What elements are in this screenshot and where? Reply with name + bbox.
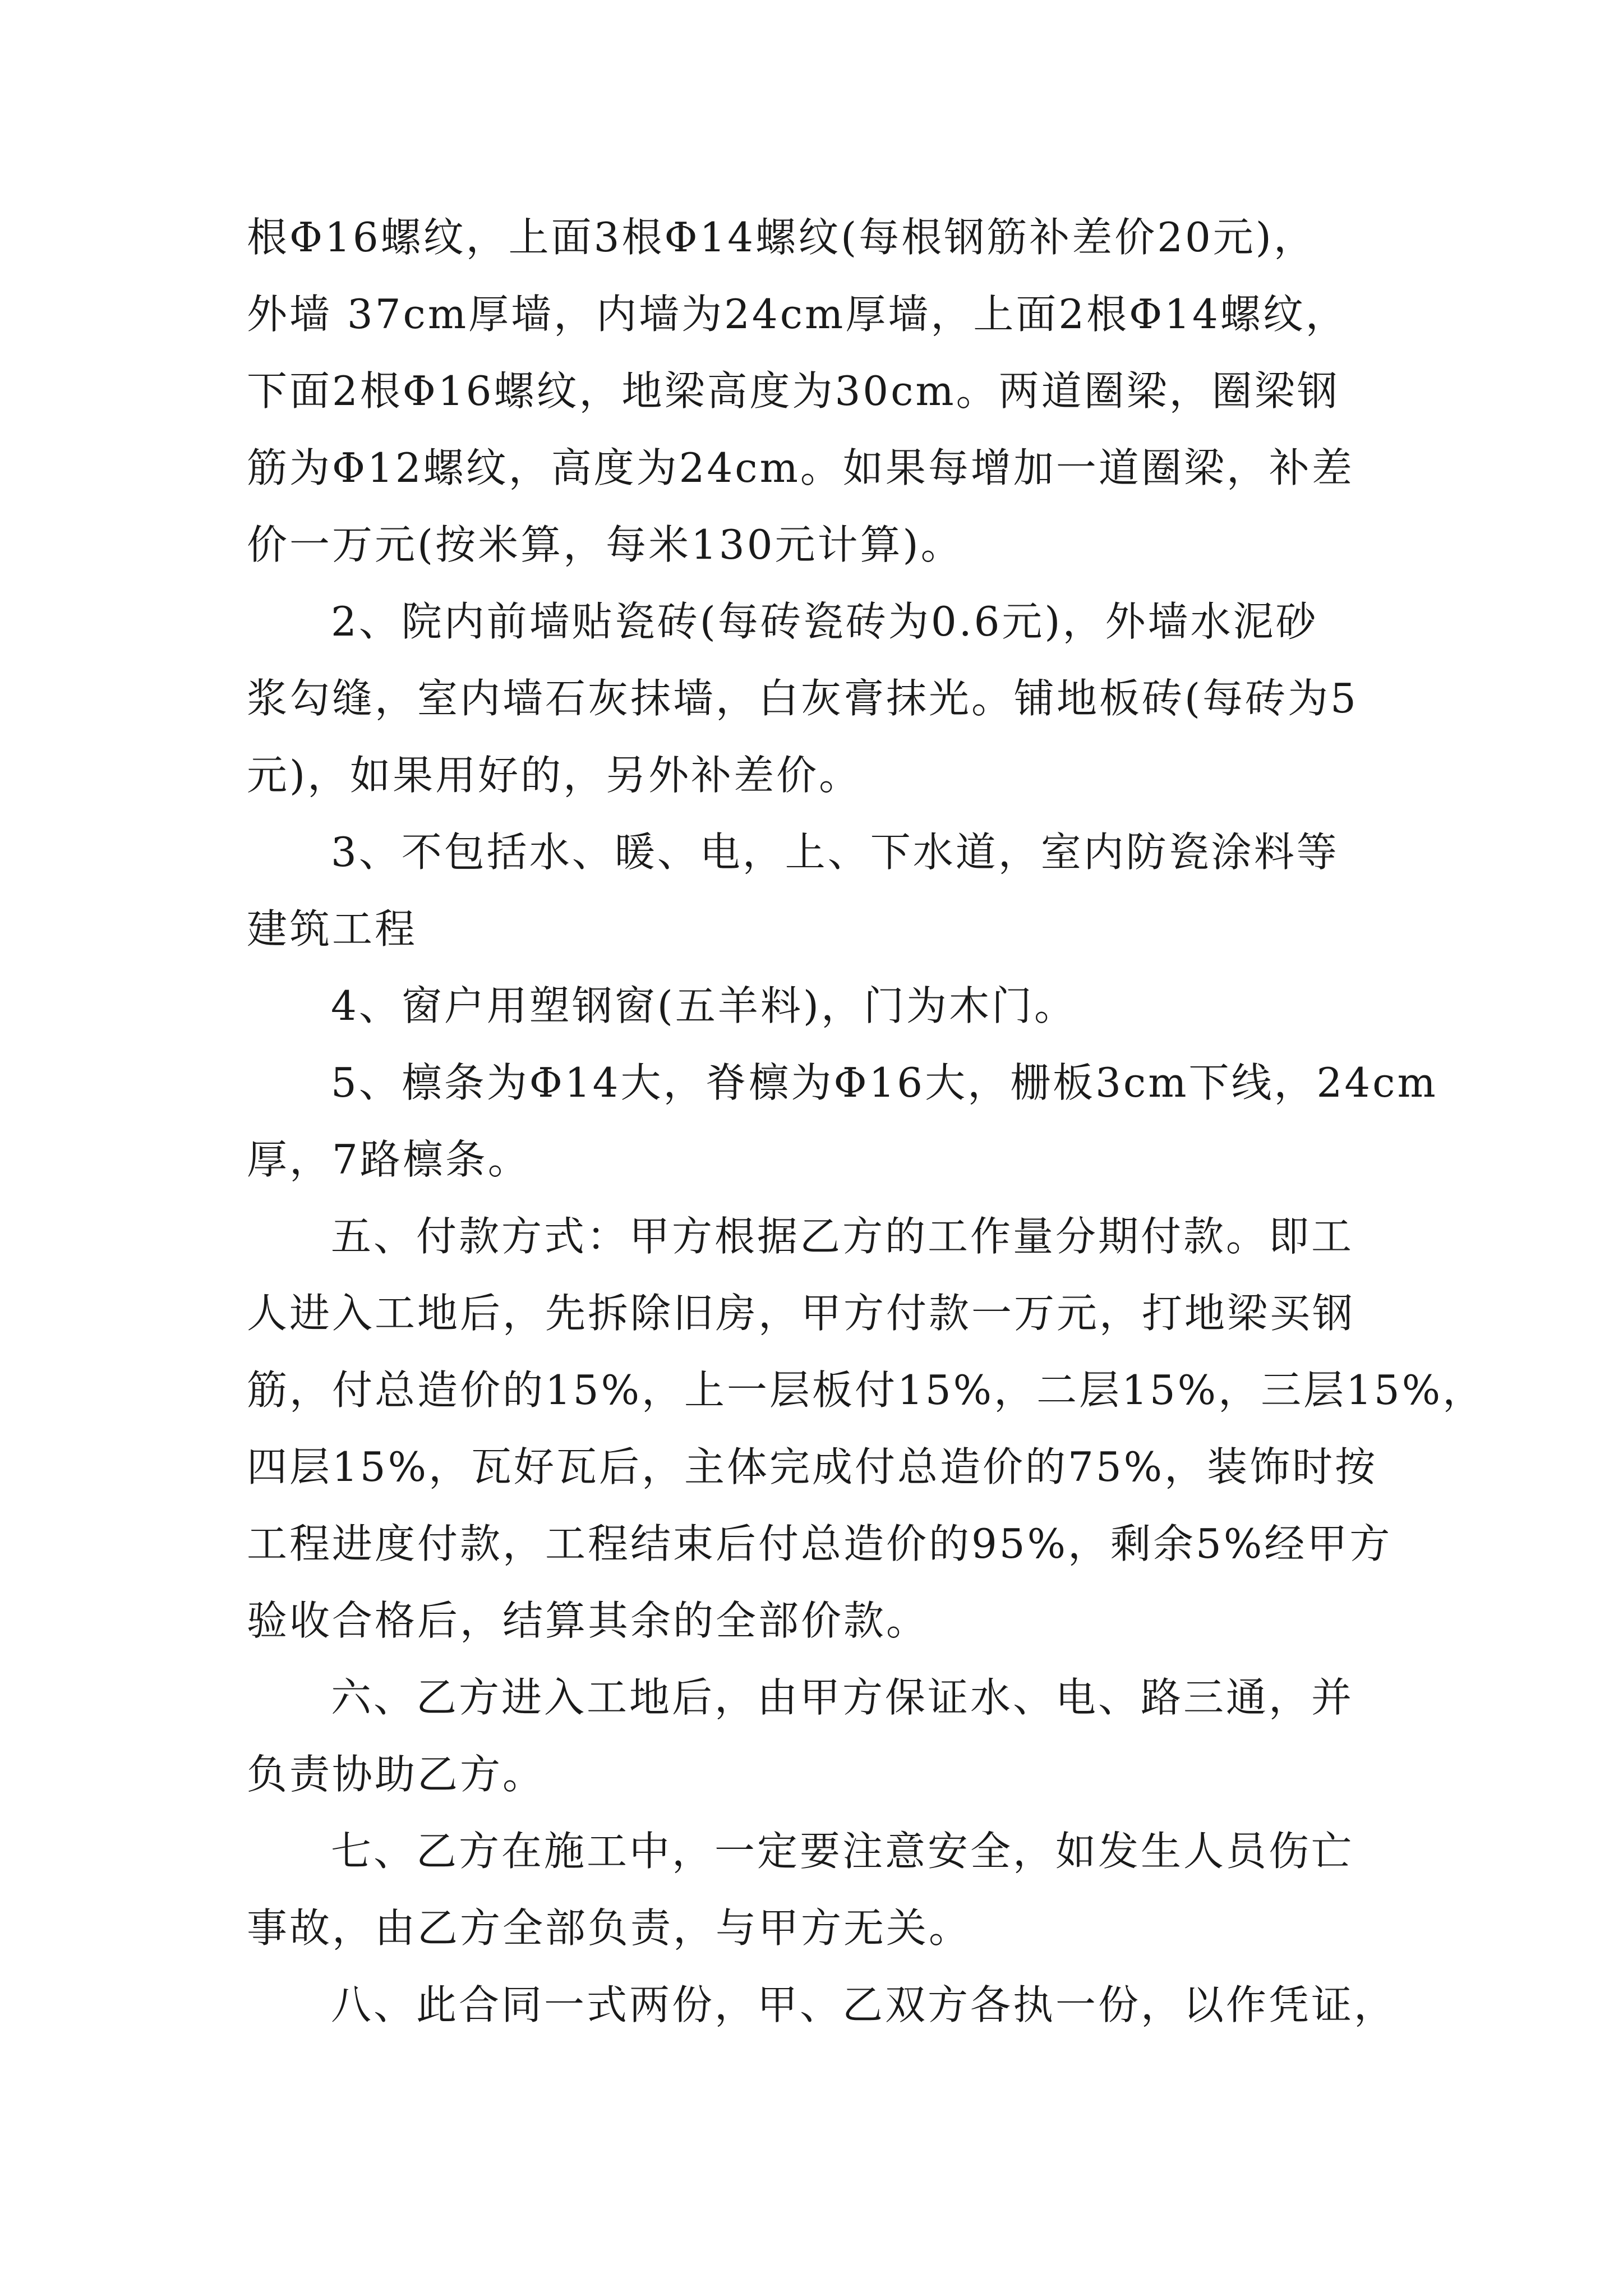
text-line: 外墙 37cm厚墙，内墙为24cm厚墙，上面2根Φ14螺纹， [247, 291, 1348, 338]
text-line: 负责协助乙方。 [247, 1751, 546, 1798]
text-line: 厚，7路檩条。 [247, 1136, 531, 1183]
text-line: 五、付款方式：甲方根据乙方的工作量分期付款。即工 [331, 1213, 1354, 1260]
text-line: 筋，付总造价的15%，上一层板付15%，二层15%，三层15%， [247, 1366, 1486, 1414]
text-line: 浆勾缝，室内墙石灰抹墙，白灰膏抹光。铺地板砖(每砖为5 [247, 675, 1358, 722]
text-line: 事故，由乙方全部负责，与甲方无关。 [247, 1904, 972, 1952]
text-line: 3、不包括水、暖、电，上、下水道，室内防瓷涂料等 [331, 829, 1339, 876]
text-line: 四层15%，瓦好瓦后，主体完成付总造价的75%，装饰时按 [247, 1443, 1378, 1490]
text-line: 4、窗户用塑钢窗(五羊料)，门为木门。 [331, 982, 1077, 1029]
text-line: 六、乙方进入工地后，由甲方保证水、电、路三通，并 [331, 1674, 1354, 1721]
text-line: 八、此合同一式两份，甲、乙双方各执一份，以作凭证， [331, 1981, 1397, 2028]
text-line: 5、檩条为Φ14大，脊檩为Φ16大，栅板3cm下线，24cm [331, 1059, 1438, 1106]
text-line: 建筑工程 [247, 905, 418, 953]
text-line: 筋为Φ12螺纹，高度为24cm。如果每增加一道圈梁，补差 [247, 444, 1354, 491]
text-line: 元)，如果用好的，另外补差价。 [247, 752, 862, 799]
text-line: 验收合格后，结算其余的全部价款。 [247, 1597, 929, 1644]
text-line: 2、院内前墙贴瓷砖(每砖瓷砖为0.6元)，外墙水泥砂 [331, 598, 1318, 645]
text-line: 人进入工地后，先拆除旧房，甲方付款一万元，打地梁买钢 [247, 1290, 1355, 1337]
document-body [247, 199, 1486, 2044]
text-line: 价一万元(按米算，每米130元计算)。 [247, 521, 963, 568]
text-line: 下面2根Φ16螺纹，地梁高度为30cm。两道圈梁，圈梁钢 [247, 367, 1340, 415]
text-line: 根Φ16螺纹，上面3根Φ14螺纹(每根钢筋补差价20元)， [247, 214, 1316, 261]
text-line: 七、乙方在施工中，一定要注意安全，如发生人员伤亡 [331, 1828, 1354, 1875]
text-line: 工程进度付款，工程结束后付总造价的95%，剩余5%经甲方 [247, 1520, 1393, 1567]
